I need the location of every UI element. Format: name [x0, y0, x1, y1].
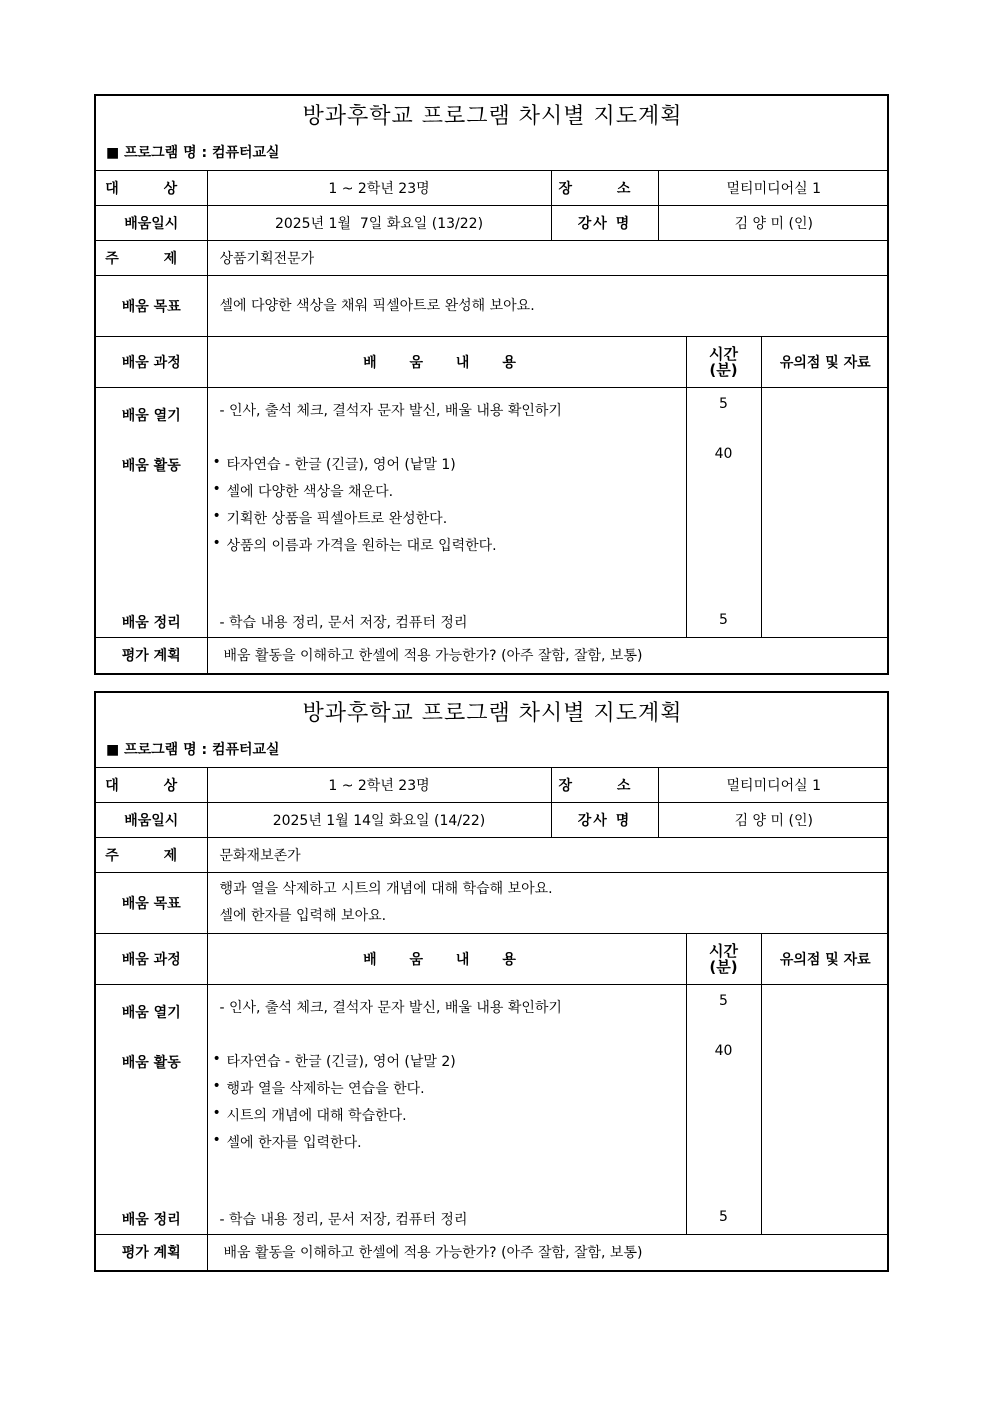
activity-item: • 시트의 개념에 대해 학습한다.: [212, 1105, 407, 1124]
process-label: 배움 과정: [96, 934, 207, 985]
place-value: 멀티미디어실 1: [658, 768, 889, 803]
header-cell: [96, 96, 889, 171]
time-column: [686, 985, 761, 1235]
open-label: 배움 열기: [121, 408, 181, 424]
activity-time: 40: [714, 1043, 733, 1059]
content-label: 배 움 내 용: [207, 934, 686, 985]
goal-value: [207, 276, 889, 337]
goal-label: 배움 목표: [96, 873, 207, 934]
process-column: [96, 388, 207, 638]
goal-line-1: 셀에 다양한 색상을 채워 픽셀아트로 완성해 보아요.: [219, 297, 535, 314]
goal-label: 배움 목표: [96, 276, 207, 337]
plan-title: 방과후학교 프로그램 차시별 지도계획: [302, 701, 683, 726]
place-label: 장 소: [551, 171, 658, 206]
activity-item: • 타자연습 - 한글 (긴글), 영어 (낱말 2): [212, 1051, 456, 1070]
time-label: 시간(분): [686, 934, 761, 985]
activity-list: [208, 1051, 686, 1159]
close-time: 5: [719, 1209, 728, 1225]
teacher-value: 김 양 미 (인): [658, 206, 889, 241]
bullet-icon: •: [212, 1051, 221, 1067]
content-column: [207, 388, 686, 638]
program-name: ■ 프로그램 명 : 컴퓨터교실: [106, 742, 280, 758]
place-value: 멀티미디어실 1: [658, 171, 889, 206]
bullet-icon: •: [212, 481, 221, 497]
process-column: [96, 985, 207, 1235]
goal-line-1: 행과 열을 삭제하고 시트의 개념에 대해 학습해 보아요.: [219, 881, 553, 897]
lesson-plan-table: [96, 693, 889, 1270]
date-label: 배움일시: [96, 803, 207, 838]
header-cell: [96, 693, 889, 768]
process-label: 배움 과정: [96, 337, 207, 388]
content-column: [207, 985, 686, 1235]
activity-list: [208, 454, 686, 562]
eval-text: 배움 활동을 이해하고 한셀에 적용 가능한가? (아주 잘함, 잘함, 보통): [207, 638, 889, 673]
teacher-label: 강사 명: [551, 206, 658, 241]
activity-item: • 셀에 다양한 색상을 채운다.: [212, 481, 394, 500]
topic-label: 주 제: [96, 838, 207, 873]
goal-line-2: 셀에 한자를 입력해 보아요.: [219, 908, 387, 924]
time-label: 시간(분): [686, 337, 761, 388]
activity-item: • 셀에 한자를 입력한다.: [212, 1132, 362, 1151]
activity-item: • 타자연습 - 한글 (긴글), 영어 (낱말 1): [212, 454, 456, 473]
eval-label: 평가 계획: [96, 1235, 207, 1270]
date-value: 2025년 1월 7일 화요일 (13/22): [207, 206, 551, 241]
teacher-value: 김 양 미 (인): [658, 803, 889, 838]
close-label: 배움 정리: [121, 1212, 181, 1228]
activity-item: • 기획한 상품을 픽셀아트로 완성한다.: [212, 508, 448, 527]
topic-label: 주 제: [96, 241, 207, 276]
target-label: 대 상: [96, 171, 207, 206]
notes-label: 유의점 및 자료: [761, 337, 889, 388]
close-text: - 학습 내용 정리, 문서 저장, 컴퓨터 정리: [219, 615, 468, 631]
target-value: 1 ~ 2학년 23명: [207, 171, 551, 206]
eval-text: 배움 활동을 이해하고 한셀에 적용 가능한가? (아주 잘함, 잘함, 보통): [207, 1235, 889, 1270]
time-column: [686, 388, 761, 638]
lesson-plan-table: [96, 96, 889, 673]
open-time: 5: [719, 993, 728, 1009]
close-time: 5: [719, 612, 728, 628]
bullet-icon: •: [212, 1132, 221, 1148]
activity-label: 배움 활동: [121, 458, 181, 474]
date-value: 2025년 1월 14일 화요일 (14/22): [207, 803, 551, 838]
close-text: - 학습 내용 정리, 문서 저장, 컴퓨터 정리: [219, 1212, 468, 1228]
activity-item: • 행과 열을 삭제하는 연습을 한다.: [212, 1078, 425, 1097]
open-time: 5: [719, 396, 728, 412]
plan-title: 방과후학교 프로그램 차시별 지도계획: [302, 104, 683, 129]
program-name: ■ 프로그램 명 : 컴퓨터교실: [106, 145, 280, 161]
bullet-icon: •: [212, 1105, 221, 1121]
activity-time: 40: [714, 446, 733, 462]
target-label: 대 상: [96, 768, 207, 803]
goal-value: [207, 873, 889, 934]
target-value: 1 ~ 2학년 23명: [207, 768, 551, 803]
teacher-label: 강사 명: [551, 803, 658, 838]
bullet-icon: •: [212, 508, 221, 524]
content-label: 배 움 내 용: [207, 337, 686, 388]
topic-value: 문화재보존가: [207, 838, 889, 873]
lesson-plan: [94, 94, 889, 675]
notes-column: [761, 985, 889, 1235]
activity-label: 배움 활동: [121, 1055, 181, 1071]
bullet-icon: •: [212, 454, 221, 470]
bullet-icon: •: [212, 535, 221, 551]
notes-label: 유의점 및 자료: [761, 934, 889, 985]
topic-value: 상품기획전문가: [207, 241, 889, 276]
place-label: 장 소: [551, 768, 658, 803]
activity-item: • 상품의 이름과 가격을 원하는 대로 입력한다.: [212, 535, 497, 554]
open-text: - 인사, 출석 체크, 결석자 문자 발신, 배울 내용 확인하기: [219, 403, 562, 419]
bullet-icon: •: [212, 1078, 221, 1094]
date-label: 배움일시: [96, 206, 207, 241]
open-text: - 인사, 출석 체크, 결석자 문자 발신, 배울 내용 확인하기: [219, 1000, 562, 1016]
notes-column: [761, 388, 889, 638]
close-label: 배움 정리: [121, 615, 181, 631]
eval-label: 평가 계획: [96, 638, 207, 673]
open-label: 배움 열기: [121, 1005, 181, 1021]
lesson-plan: [94, 691, 889, 1272]
